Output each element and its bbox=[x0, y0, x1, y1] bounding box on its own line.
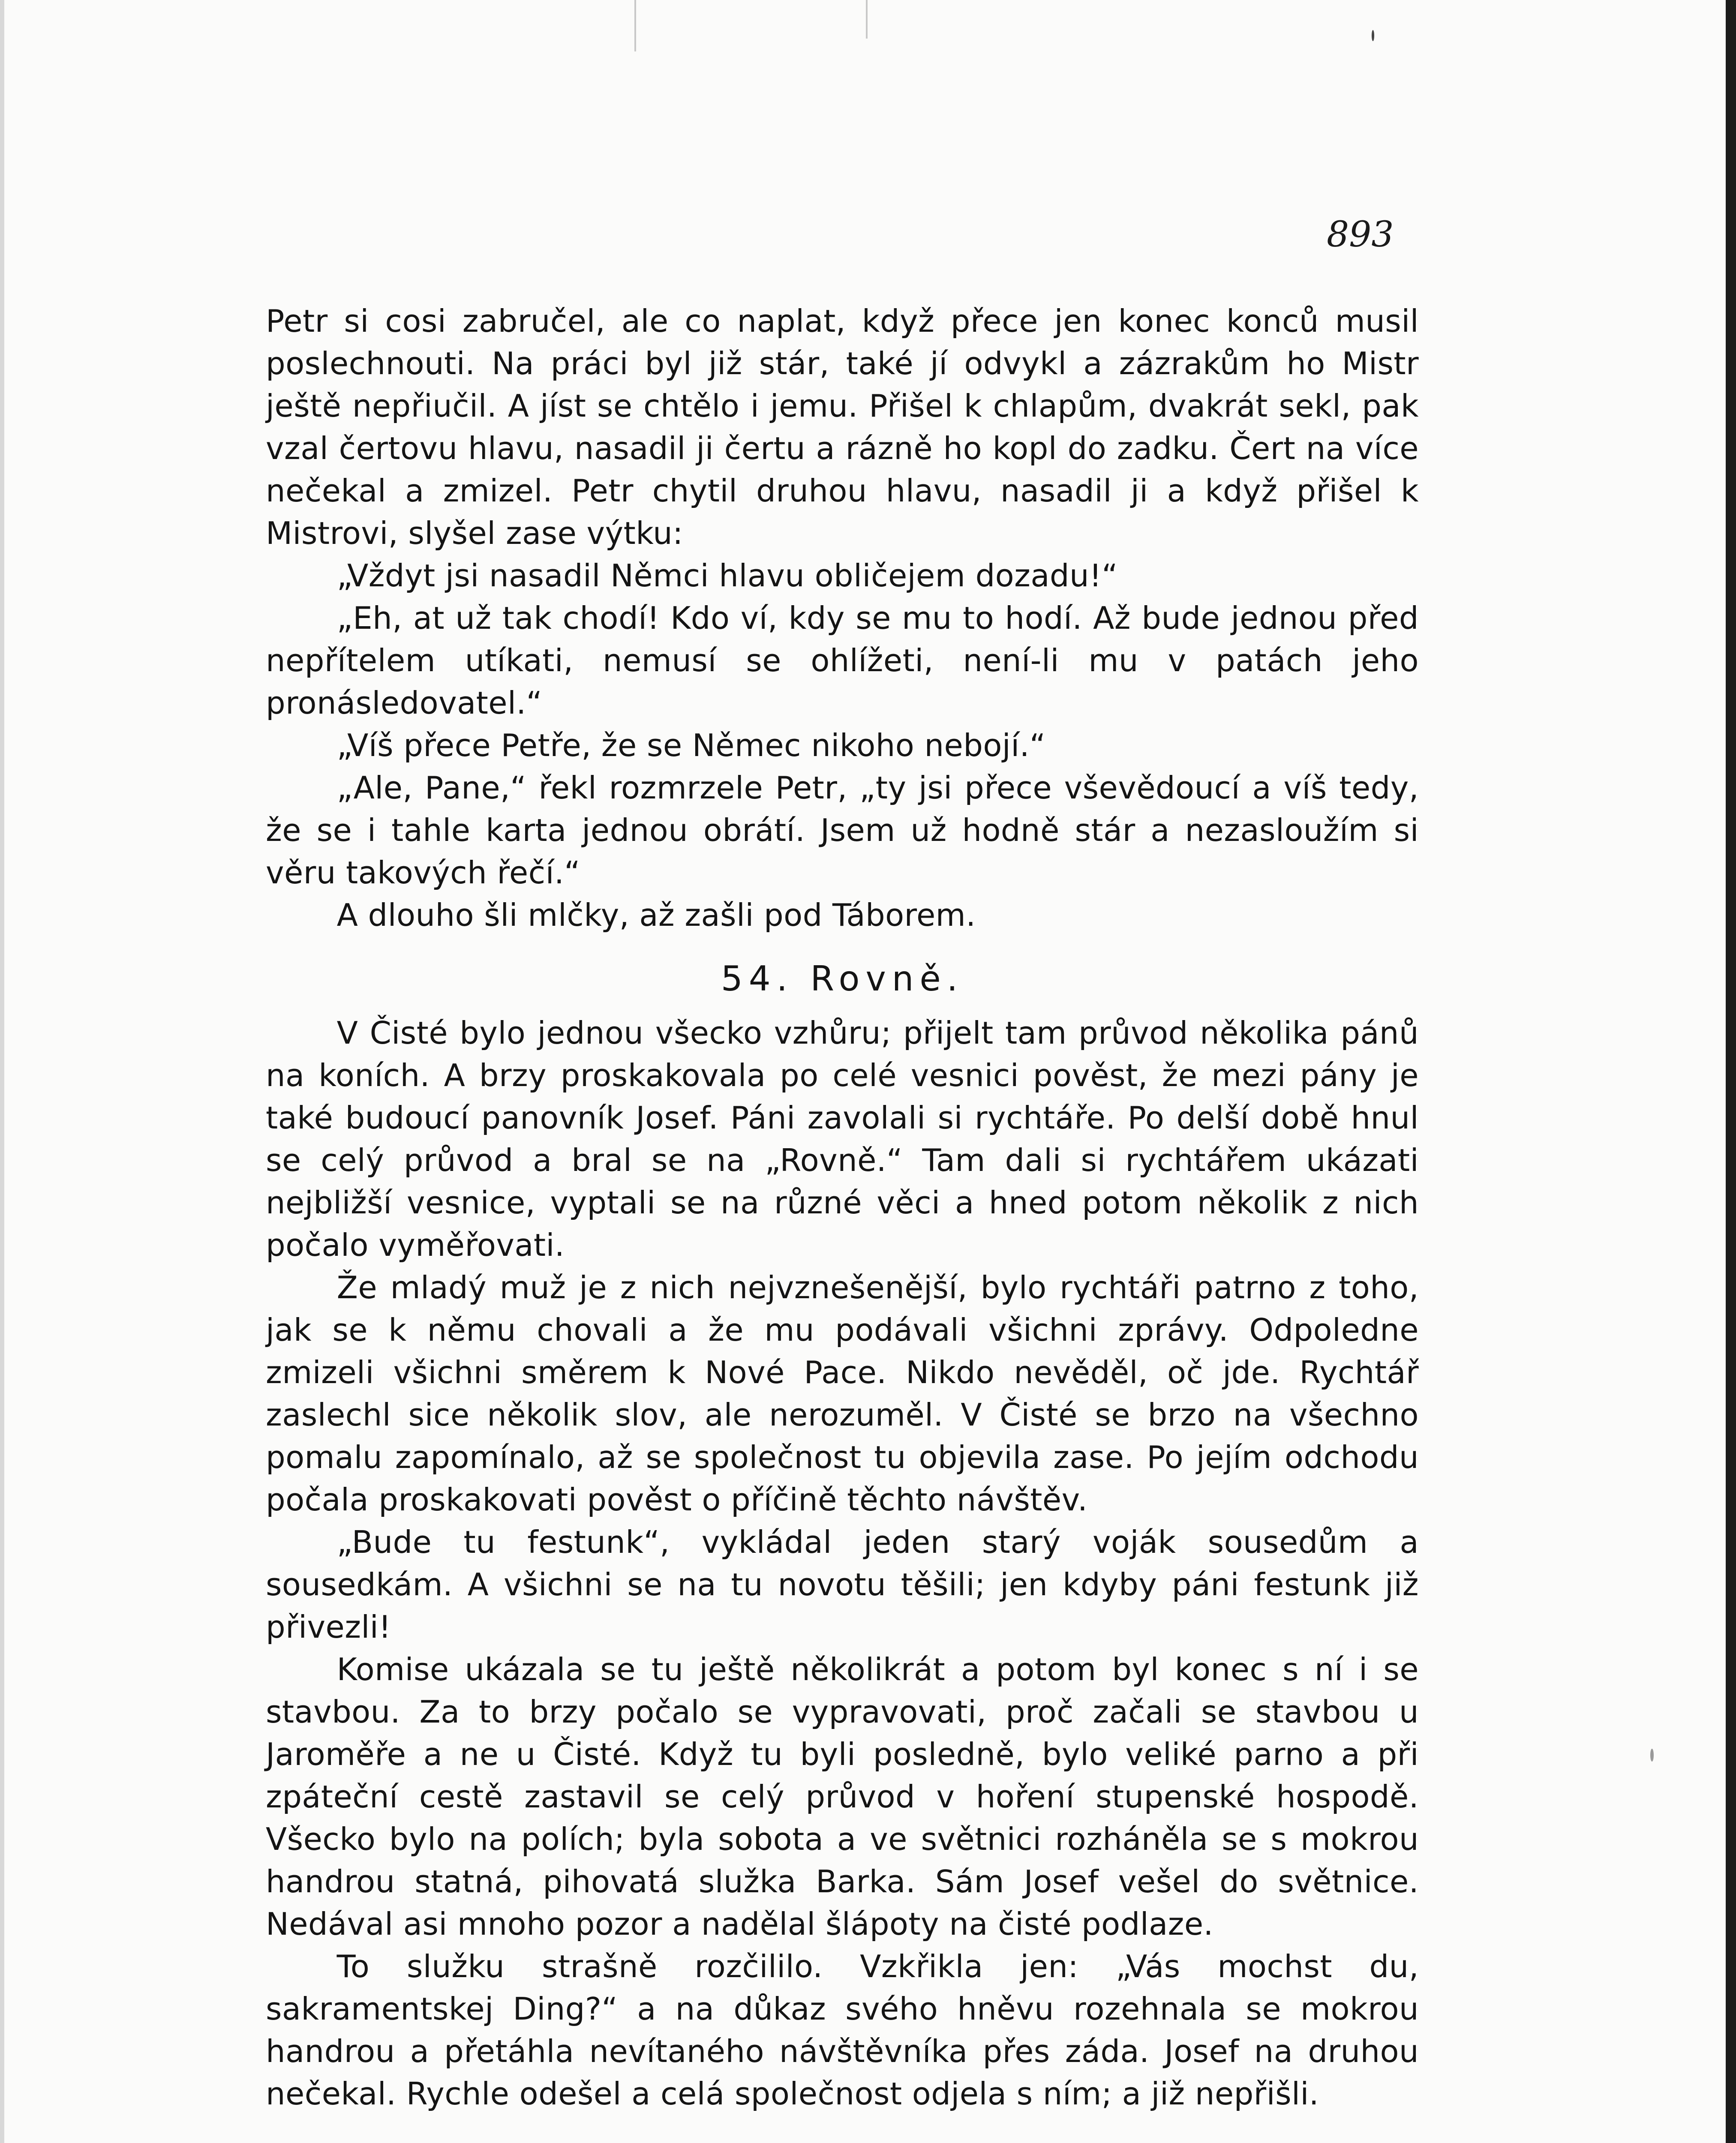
paragraph: „Bude tu festunk“, vykládal jeden starý voják sousedům a sousedkám. A všichni se na tu novotu těšili; jen kdyby páni festunk již přivezli! bbox=[266, 1524, 1419, 1645]
page-number: 893 bbox=[1327, 214, 1394, 255]
scan-mark bbox=[866, 0, 868, 39]
paragraph: „Vždyt jsi nasadil Němci hlavu obličejem dozadu!“ bbox=[336, 558, 1118, 594]
right-scan-border bbox=[1726, 0, 1736, 2143]
paragraph: Petr si cosi zabručel, ale co naplat, když přece jen konec konců musil poslechnouti. Na práci byl již stár, také jí odvykl a zázrakům ho Mistr ještě nepřiučil. A jíst se chtělo i jemu. Přišel k chlapům, dvakrát sekl, pak vzal čertovu hlavu, nasadil ji čertu a rázně ho kopl do zadku. Čert na více nečekal a zmizel. Petr chytil druhou hlavu, nasadil ji a když přišel k Mistrovi, slyšel zase výtku: bbox=[266, 303, 1419, 551]
section-heading: 54. Rovně. bbox=[721, 959, 964, 999]
paragraph: A dlouho šli mlčky, až zašli pod Táborem. bbox=[336, 897, 976, 933]
left-page-shadow bbox=[0, 0, 4, 2143]
body-text bbox=[266, 300, 1419, 2115]
paragraph: V Čisté bylo jednou všecko vzhůru; přijelt tam průvod několika pánů na koních. A brzy proskakovala po celé vesnici pověst, že mezi pány je také budoucí panovník Josef. Páni zavolali si rychtáře. Po delší době hnul se celý průvod a bral se na „Rovně.“ Tam dali si rychtářem ukázati nejbližší vesnice, vyptali se na různé věci a hned potom několik z nich počalo vyměřovati. bbox=[266, 1015, 1419, 1263]
speck-mark bbox=[1372, 30, 1374, 41]
speck-mark bbox=[1650, 1749, 1654, 1762]
paragraph: Že mladý muž je z nich nejvznešenější, bylo rychtáři patrno z toho, jak se k němu chovali a že mu podávali všichni zprávy. Odpoledne zmizeli všichni směrem k Nové Pace. Nikdo nevěděl, oč jde. Rychtář zaslechl sice několik slov, ale nerozuměl. V Čisté se brzo na všechno pomalu zapomínalo, až se společnost tu objevila zase. Po jejím odchodu počala proskakovati pověst o příčině těchto návštěv. bbox=[266, 1270, 1419, 1518]
paragraph: „Eh, at už tak chodí! Kdo ví, kdy se mu to hodí. Až bude jednou před nepřítelem utíkati, nemusí se ohlížeti, není-li mu v patách jeho pronásledovatel.“ bbox=[266, 600, 1419, 721]
paragraph: Komise ukázala se tu ještě několikrát a potom byl konec s ní i se stavbou. Za to brzy počalo se vypravovati, proč začali se stavbou u Jaroměře a ne u Čisté. Když tu byli posledně, bylo veliké parno a při zpáteční cestě zastavil se celý průvod v hoření stupenské hospodě. Všecko bylo na polích; byla sobota a ve světnici rozháněla se s mokrou handrou statná, pihovatá služka Barka. Sám Josef vešel do světnice. Nedával asi mnoho pozor a nadělal šlápoty na čisté podlaze. bbox=[266, 1651, 1419, 1942]
paragraph: To služku strašně rozčililo. Vzkřikla jen: „Vás mochst du, sakramentskej Ding?“ a na důkaz svého hněvu rozehnala se mokrou handrou a přetáhla nevítaného návštěvníka přes záda. Josef na druhou nečekal. Rychle odešel a celá společnost odjela s ním; a již nepřišli. bbox=[266, 1948, 1419, 2112]
paragraph: „Ale, Pane,“ řekl rozmrzele Petr, „ty jsi přece vševědoucí a víš tedy, že se i tahle karta jednou obrátí. Jsem už hodně stár a nezasloužím si věru takových řečí.“ bbox=[266, 770, 1419, 891]
scan-mark bbox=[634, 0, 636, 51]
paragraph: „Víš přece Petře, že se Němec nikoho nebojí.“ bbox=[336, 727, 1046, 763]
